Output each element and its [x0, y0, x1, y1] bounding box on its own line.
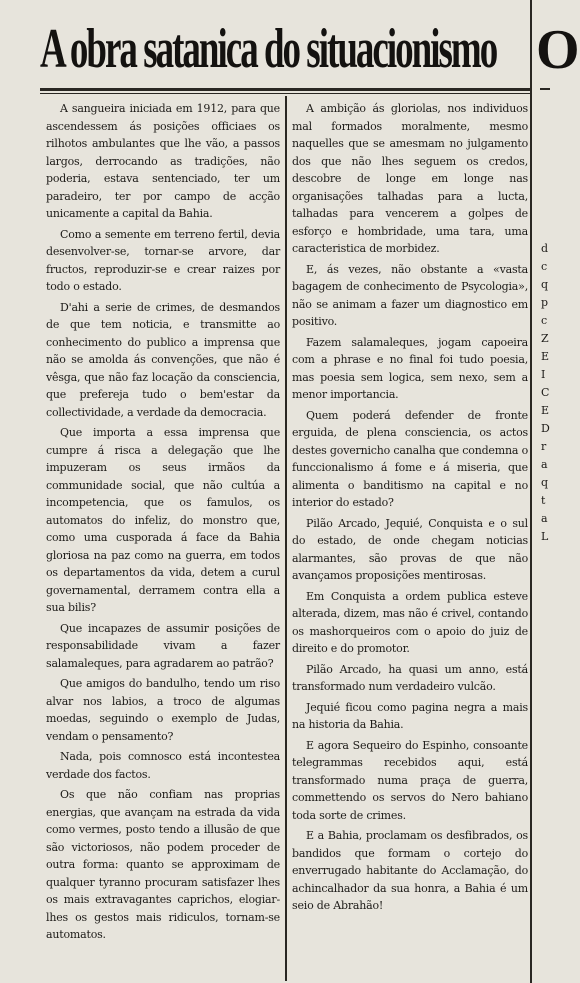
- paragraph: E, ás vezes, não obstante a «vasta bagagem de conhecimento de Psycologia», não se animam a fazer um diagnostico em positivo.: [292, 262, 528, 328]
- edge-letter: E: [541, 404, 550, 417]
- edge-letter: r: [541, 440, 547, 453]
- article-column-left: [46, 100, 280, 947]
- adjacent-column-headline-fragment: O: [536, 19, 580, 81]
- paragraph: Os que não confiam nas proprias energias, que avançam na estrada da vida como vermes, posto tendo a illusão de que são victoriosos, não podem proceder de outra forma: quanto se approximam de qualquer tyranno procuram satisfazer lhes os mais extravagantes caprichos, elogiar-lhes os gestos mais ridiculos, tornam-se automatos.: [46, 788, 280, 941]
- paragraph: D'ahi a serie de crimes, de desmandos de que tem noticia, e transmitte ao conhecimento do publico a imprensa que não se amolda ás convenções, que não é vêsga, que não faz locação da consciencia, que prefereja tudo o bem'estar da collectividade, a verdade da democracia.: [46, 300, 280, 419]
- paragraph: Que importa a essa imprensa que cumpre á risca a delegação que lhe impuzeram os seus irmãos da communidade social, que não cultúa a incompetencia, que os famulos, os automatos do infeliz, do monstro que, como uma cusporada á face da Bahia gloriosa na paz como na guerra, em todos os departamentos da vida, detem a curul governamental, derramem contra ella a sua bilis?: [46, 426, 280, 614]
- edge-letter: L: [541, 530, 549, 543]
- edge-letter: D: [541, 422, 550, 435]
- edge-letter: E: [541, 350, 550, 363]
- paragraph: Nada, pois comnosco está incontestea verdade dos factos.: [46, 750, 280, 781]
- paragraph: Pilão Arcado, Jequié, Conquista e o sul do estado, de onde chegam noticias alarmantes, são provas de que não avançamos proposições mentirosas.: [292, 516, 528, 582]
- edge-letter: C: [541, 386, 550, 399]
- headline-rule-thick: [40, 88, 532, 91]
- edge-letter: c: [541, 314, 548, 327]
- column-divider: [285, 96, 287, 981]
- edge-letter: d: [541, 242, 549, 255]
- paragraph: Pilão Arcado, ha quasi um anno, está transformado num verdadeiro vulcão.: [292, 662, 528, 693]
- paragraph: Que amigos do bandulho, tendo um riso alvar nos labios, a troco de algumas moedas, seguindo o exemplo de Judas, vendam o pensamento?: [46, 677, 280, 743]
- article-headline: A obra satanica do situacionismo: [40, 18, 497, 80]
- adjacent-column-rule: [540, 88, 550, 90]
- paragraph: Jequié ficou como pagina negra a mais na historia da Bahia.: [292, 700, 528, 731]
- edge-letter: a: [541, 512, 548, 525]
- paragraph: A sangueira iniciada em 1912, para que ascendessem ás posições officiaes os rilhotos ambulantes que lhe vão, a passos largos, derrocando as tradições, não poderia, estava sentenciado, ter um paradeiro, ter por campo de acção unicamente a capital da Bahia.: [46, 102, 280, 220]
- headline-rule-thin: [40, 93, 532, 94]
- edge-letter: Z: [541, 332, 549, 345]
- edge-letter: c: [541, 260, 548, 273]
- paragraph: Quem poderá defender de fronte erguida, de plena consciencia, os actos destes governicho canalha que condemna o funccionalismo á fome e á miseria, que alimenta o banditismo na capital e no interior do estado?: [292, 408, 528, 509]
- paragraph: Que incapazes de assumir posições de responsabilidade vivam a fazer salamaleques, para agradarem ao patrão?: [46, 621, 280, 670]
- paragraph: E a Bahia, proclamam os desfibrados, os bandidos que formam o cortejo do enverrugado habitante do Acclamação, do achincalhador da sua honra, a Bahia é um seio de Abrahão!: [292, 829, 528, 912]
- edge-letter: I: [541, 368, 546, 381]
- page-column-divider: [530, 0, 532, 983]
- edge-letter: a: [541, 458, 548, 471]
- adjacent-column-fragment: [541, 240, 550, 546]
- paragraph: Em Conquista a ordem publica esteve alterada, dizem, mas não é crivel, contando os mashorqueiros com o apoio do juiz de direito e do promotor.: [292, 589, 528, 655]
- paragraph: Como a semente em terreno fertil, devia desenvolver-se, tornar-se arvore, dar fructos, reproduzir-se e crear raizes por todo o estado.: [46, 227, 280, 293]
- edge-letter: t: [541, 494, 546, 507]
- edge-letter: p: [541, 296, 549, 309]
- article-column-right: [292, 100, 528, 918]
- edge-letter: q: [541, 476, 549, 489]
- paragraph: E agora Sequeiro do Espinho, consoante telegrammas recebidos aqui, está transformado numa praça de guerra, commettendo os servos do Nero bahiano toda sorte de crimes.: [292, 738, 528, 822]
- paragraph: Fazem salamaleques, jogam capoeira com a phrase e no final foi tudo poesia, mas poesia sem logica, sem nexo, sem a menor importancia.: [292, 335, 528, 401]
- paragraph: A ambição ás gloriolas, nos individuos mal formados moralmente, mesmo naquelles que se amesmam no julgamento dos que não lhes seguem os credos, descobre de longe em longe nas organisações talhadas para a lucta, talhadas para vencerem a golpes de esforço e hombridade, uma tara, uma caracteristica de morbidez.: [292, 102, 528, 255]
- edge-letter: q: [541, 278, 549, 291]
